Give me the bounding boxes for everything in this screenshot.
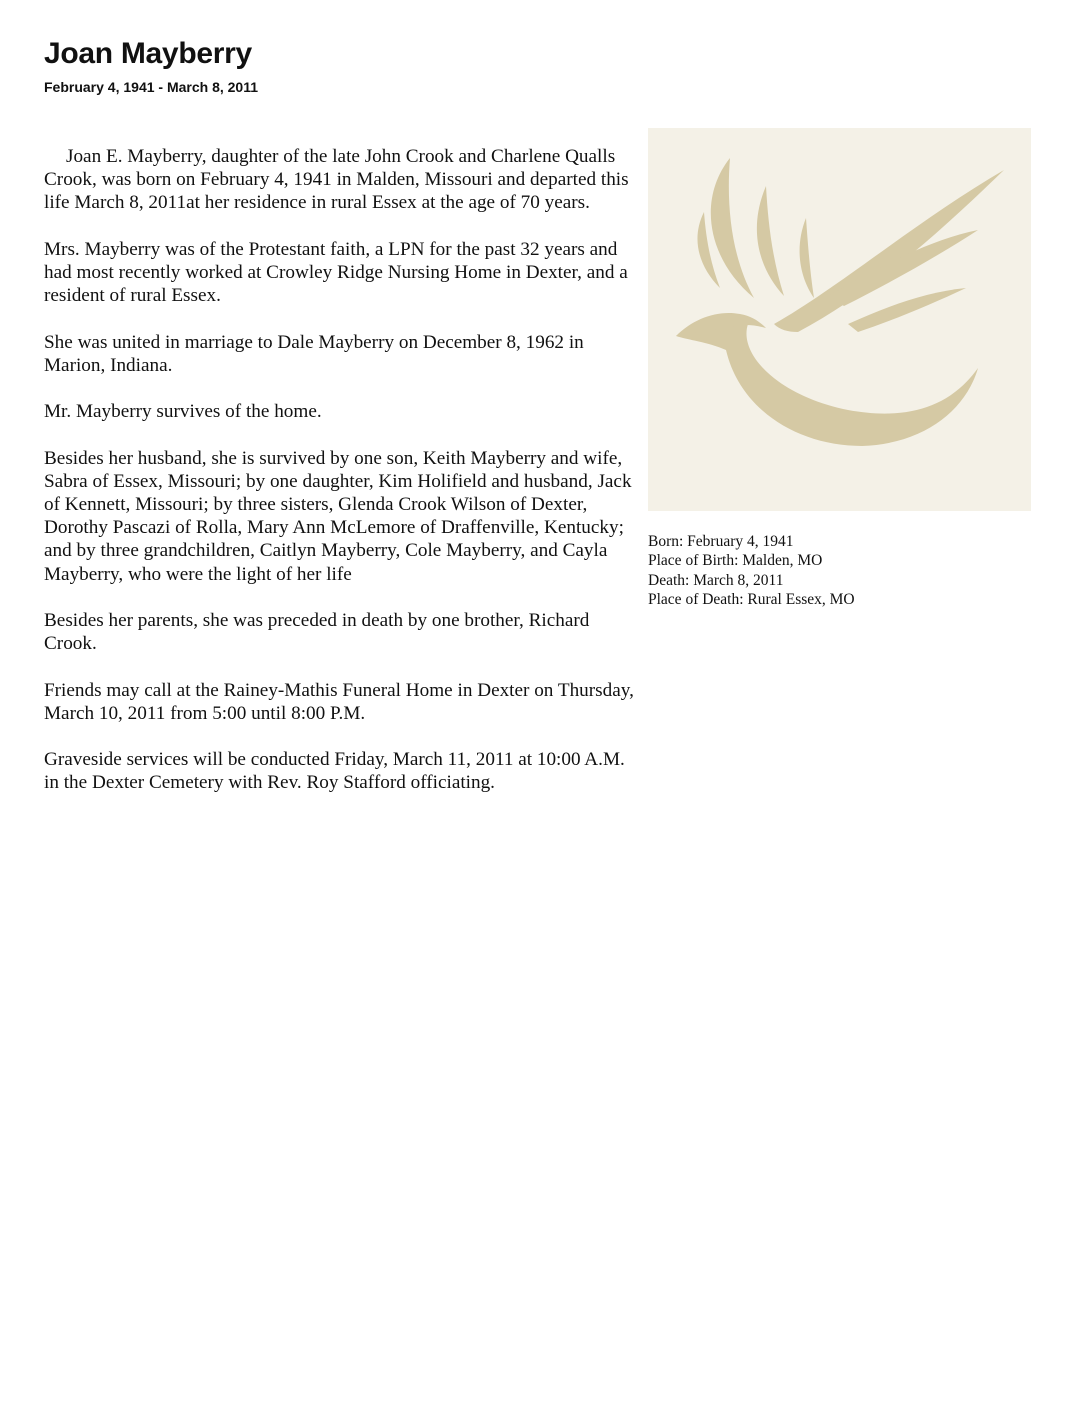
dove-wing-left-3 [800, 218, 814, 298]
fact-place-of-birth: Place of Birth: Malden, MO [648, 552, 823, 570]
obituary-paragraph: Mrs. Mayberry was of the Protestant faith, a LPN for the past 32 years and had most recently worked at Crowley Ridge Nursing Home in Dexter, and a resident of rural Essex. [44, 238, 628, 307]
obituary-paragraph: Besides her husband, she is survived by one son, Keith Mayberry and wife, Sabra of Essex, Missouri; by one daughter, Kim Holifield and husband, Jack of Kennett, Missouri; by three sisters, Glenda Crook Wilson of Dexter, Dorothy Pascazi of Rolla, Mary Ann McLemore of Draffenville, Kentucky; and by three grandchildren, Caitlyn Mayberry, Cole Mayberry, and Cayla Mayberry, who were the light of her life [44, 447, 632, 585]
dove-body [676, 319, 978, 446]
obituary-paragraph: Besides her parents, she was preceded in death by one brother, Richard Crook. [44, 609, 590, 655]
dove-wing-left-1 [711, 158, 754, 298]
obituary-paragraph: Mr. Mayberry survives of the home. [44, 401, 322, 423]
obituary-body [44, 145, 634, 818]
vital-facts [648, 532, 855, 609]
dove-wing-left-2 [757, 186, 784, 296]
fact-death: Death: March 8, 2011 [648, 571, 784, 589]
life-dates: February 4, 1941 - March 8, 2011 [44, 79, 259, 95]
fact-born: Born: February 4, 1941 [648, 533, 794, 550]
obituary-paragraph: Joan E. Mayberry, daughter of the late John Crook and Charlene Qualls Crook, was born on February 4, 1941 in Malden, Missouri and departed this life March 8, 2011at her residence in rural Essex at the age of 70 years. [44, 146, 629, 214]
dove-image [648, 128, 1031, 511]
dove-icon [648, 128, 1031, 511]
obituary-paragraph: Graveside services will be conducted Friday, March 11, 2011 at 10:00 A.M. in the Dexter Cemetery with Rev. Roy Stafford officiating. [44, 749, 625, 794]
obituary-paragraph: Friends may call at the Rainey-Mathis Funeral Home in Dexter on Thursday, March 10, 2011 from 5:00 until 8:00 P.M. [44, 679, 634, 724]
fact-place-of-death: Place of Death: Rural Essex, MO [648, 590, 855, 608]
page-title: Joan Mayberry [44, 37, 252, 70]
obituary-paragraph: She was united in marriage to Dale Mayberry on December 8, 1962 in Marion, Indiana. [44, 331, 584, 376]
